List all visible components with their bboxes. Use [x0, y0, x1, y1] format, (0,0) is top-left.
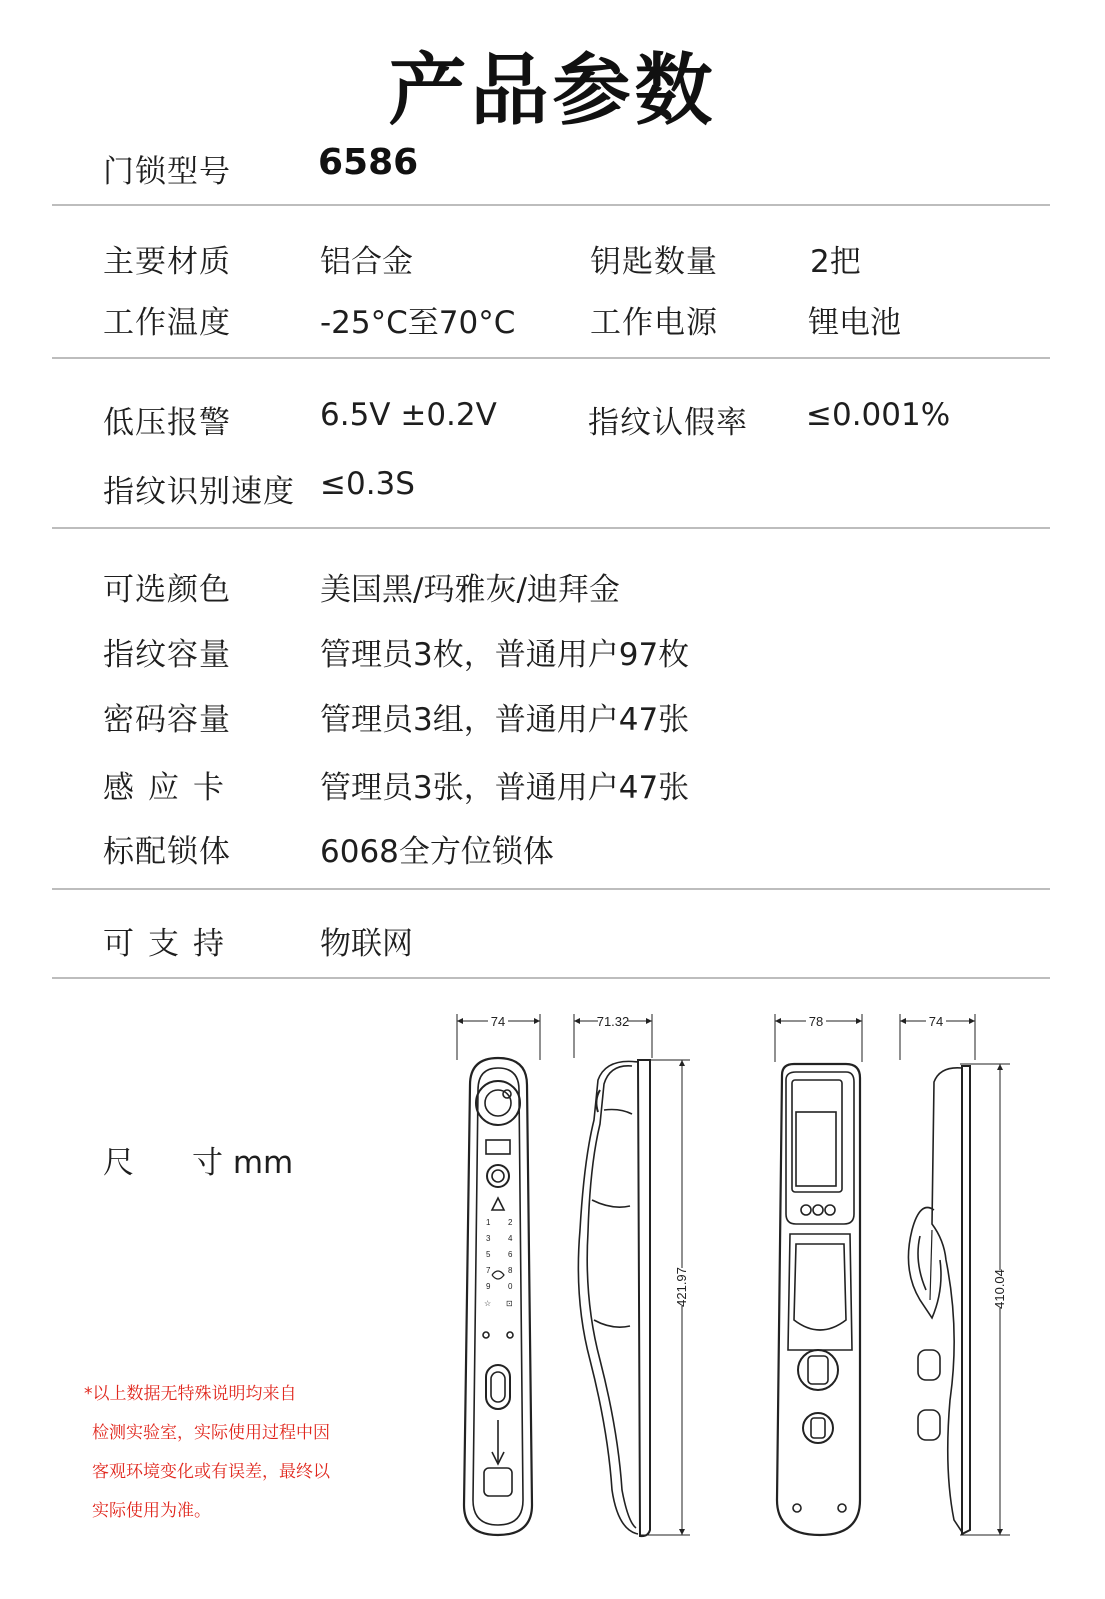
key-6: 6	[508, 1250, 513, 1259]
key-0: 0	[508, 1282, 513, 1291]
power-label: 工作电源	[590, 305, 718, 341]
key-8: 8	[508, 1266, 513, 1275]
recognition-speed-label: 指纹识别速度	[103, 474, 295, 510]
back-side-view-drawing	[900, 1014, 1010, 1535]
key-5: 5	[486, 1250, 491, 1259]
model-label: 门锁型号	[103, 154, 231, 190]
card-label: 感应卡	[103, 770, 238, 806]
back-side-height-dim: 410.04	[992, 1269, 1007, 1309]
lock-body-label: 标配锁体	[103, 834, 231, 870]
temperature-value: -25°C至70°C	[320, 305, 516, 341]
back-width-dim: 78	[808, 1014, 824, 1029]
side-view-drawing	[574, 1014, 692, 1536]
note-line: 客观环境变化或有误差，最终以	[92, 1462, 330, 1482]
side-height-dim: 421.97	[674, 1267, 689, 1307]
low-voltage-label: 低压报警	[103, 405, 231, 441]
front-width-dim: 74	[490, 1014, 506, 1029]
material-label: 主要材质	[103, 244, 231, 280]
back-view-drawing	[775, 1014, 862, 1535]
key-1: 1	[486, 1218, 491, 1227]
key-4: 4	[508, 1234, 513, 1243]
password-capacity-value: 管理员3组，普通用户47张	[320, 702, 690, 738]
front-view-drawing	[457, 1014, 540, 1535]
key-lock: ⊡	[506, 1299, 513, 1308]
support-value: 物联网	[320, 926, 413, 962]
card-value: 管理员3张，普通用户47张	[320, 770, 690, 806]
note-line: 实际使用为准。	[92, 1501, 211, 1521]
key-count-label: 钥匙数量	[590, 244, 718, 280]
key-7: 7	[486, 1266, 491, 1275]
low-voltage-value: 6.5V ±0.2V	[320, 397, 497, 433]
color-value: 美国黑/玛雅灰/迪拜金	[320, 572, 620, 608]
page-title: 产品参数	[388, 46, 717, 136]
support-label: 可支持	[103, 926, 238, 962]
key-star: ☆	[484, 1299, 492, 1308]
power-value: 锂电池	[808, 305, 901, 341]
model-value: 6586	[318, 142, 419, 183]
key-3: 3	[486, 1234, 491, 1243]
lock-body-value: 6068全方位锁体	[320, 834, 554, 870]
back-side-width-dim: 74	[928, 1014, 944, 1029]
material-value: 铝合金	[320, 244, 413, 280]
fingerprint-capacity-value: 管理员3枚，普通用户97枚	[320, 637, 690, 673]
key-9: 9	[486, 1282, 491, 1291]
key-count-value: 2把	[810, 244, 861, 280]
note-line: 检测实验室，实际使用过程中因	[92, 1423, 330, 1443]
note-line: *以上数据无特殊说明均来自	[84, 1384, 297, 1404]
recognition-speed-value: ≤0.3S	[320, 466, 415, 502]
side-width-dim: 71.32	[596, 1014, 630, 1029]
temperature-label: 工作温度	[103, 305, 231, 341]
fingerprint-capacity-label: 指纹容量	[103, 637, 231, 673]
color-label: 可选颜色	[103, 572, 231, 608]
size-label-text: 尺 寸 mm	[103, 1145, 294, 1181]
false-accept-value: ≤0.001%	[806, 397, 951, 433]
password-capacity-label: 密码容量	[103, 702, 231, 738]
false-accept-label: 指纹认假率	[588, 405, 748, 441]
key-2: 2	[508, 1218, 513, 1227]
